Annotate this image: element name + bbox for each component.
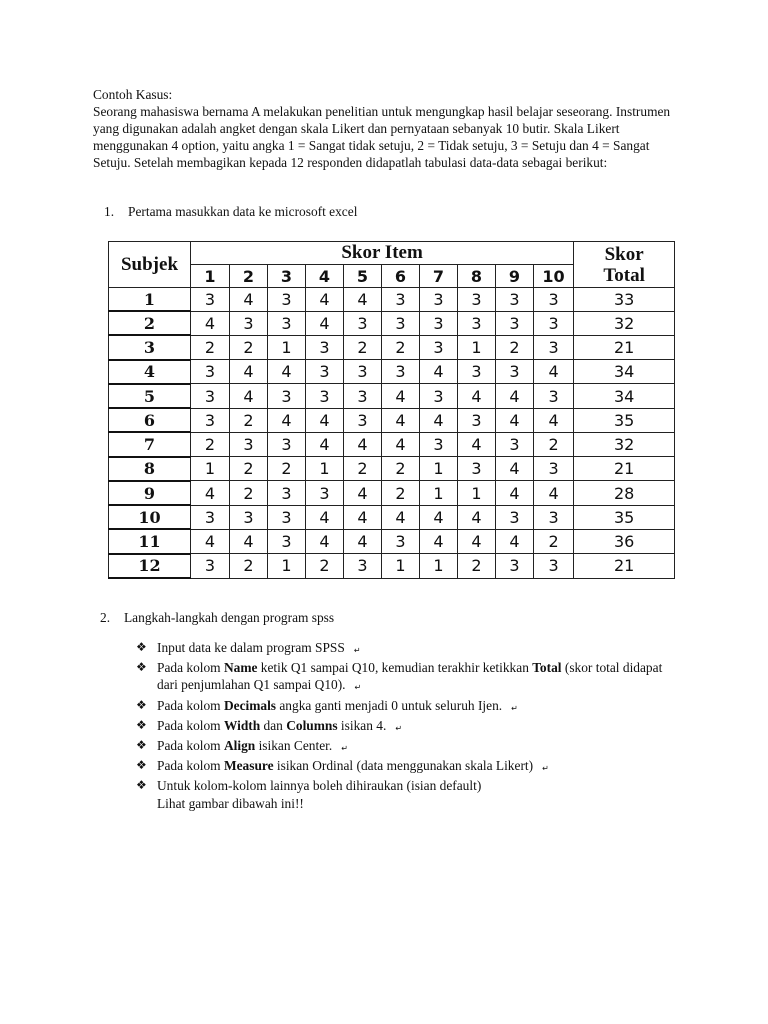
diamond-bullet-icon: ❖ — [136, 697, 147, 712]
subject-cell: 2 — [109, 311, 191, 335]
total-cell: 34 — [574, 384, 675, 408]
score-cell: 3 — [420, 311, 458, 335]
total-cell: 28 — [574, 481, 675, 505]
score-cell: 3 — [496, 505, 534, 529]
score-cell: 3 — [268, 311, 306, 335]
subject-cell: 6 — [109, 408, 191, 432]
instruction-text: Pada kolom — [157, 717, 224, 733]
diamond-bullet-icon: ❖ — [136, 738, 147, 753]
score-cell: 4 — [458, 384, 496, 408]
score-cell: 4 — [306, 505, 344, 529]
score-cell: 3 — [534, 554, 574, 578]
score-cell: 4 — [306, 311, 344, 335]
score-cell: 3 — [306, 481, 344, 505]
instruction-text: isikan Center. — [255, 738, 333, 754]
score-cell: 2 — [230, 457, 268, 481]
item-number-header: 10 — [534, 265, 574, 288]
score-cell: 2 — [230, 408, 268, 432]
score-cell: 3 — [306, 384, 344, 408]
table-row — [109, 554, 675, 578]
instruction-text: Input data ke dalam program SPSS — [157, 640, 345, 655]
score-cell: 3 — [344, 554, 382, 578]
diamond-bullet-icon: ❖ — [136, 717, 147, 732]
subject-header: Subjek — [109, 242, 191, 288]
score-cell: 3 — [534, 288, 574, 312]
table-row — [109, 335, 675, 359]
score-cell: 4 — [534, 360, 574, 384]
score-cell: 2 — [382, 335, 420, 359]
item-number-header: 5 — [344, 265, 382, 288]
score-cell: 3 — [496, 432, 534, 456]
instruction-item — [136, 717, 676, 737]
score-cell: 3 — [458, 288, 496, 312]
score-cell: 2 — [230, 481, 268, 505]
score-cell: 4 — [420, 505, 458, 529]
total-cell: 35 — [574, 408, 675, 432]
table-row — [109, 408, 675, 432]
score-cell: 4 — [191, 529, 230, 553]
instruction-text: (skor total didapat dari penjumlahan Q1 sampai Q10). — [157, 660, 663, 693]
instruction-item — [136, 757, 676, 777]
item-score-header: Skor Item — [191, 242, 574, 265]
instruction-text: ketik Q1 sampai Q10, kemudian terakhir ketikkan — [257, 660, 533, 676]
score-cell: 4 — [496, 481, 534, 505]
score-cell: 3 — [306, 360, 344, 384]
score-cell: 2 — [382, 457, 420, 481]
score-cell: 3 — [496, 554, 534, 578]
score-cell: 3 — [534, 457, 574, 481]
score-cell: 3 — [496, 288, 534, 312]
score-cell: 3 — [230, 311, 268, 335]
score-cell: 3 — [458, 360, 496, 384]
score-cell: 1 — [458, 481, 496, 505]
score-cell: 4 — [344, 432, 382, 456]
score-cell: 4 — [306, 288, 344, 312]
subject-cell: 4 — [109, 360, 191, 384]
instruction-text: Pada kolom — [157, 738, 224, 754]
total-cell: 21 — [574, 335, 675, 359]
item-number-header: 7 — [420, 265, 458, 288]
subject-cell: 7 — [109, 432, 191, 456]
table-row — [109, 529, 675, 553]
instruction-text: isikan 4. — [337, 717, 387, 733]
score-cell: 4 — [420, 408, 458, 432]
score-cell: 4 — [458, 505, 496, 529]
instruction-text: dan — [260, 717, 287, 733]
score-cell: 3 — [458, 408, 496, 432]
instruction-item — [136, 639, 676, 659]
score-cell: 4 — [382, 432, 420, 456]
total-header-line-1: Skor — [604, 243, 644, 265]
score-cell: 2 — [382, 481, 420, 505]
score-cell: 3 — [382, 288, 420, 312]
score-cell: 2 — [344, 457, 382, 481]
step-1-number: 1. — [104, 204, 115, 219]
score-cell: 4 — [230, 288, 268, 312]
diamond-bullet-icon: ❖ — [136, 640, 147, 654]
enter-key-icon: ↵ — [395, 723, 403, 733]
subject-cell: 3 — [109, 335, 191, 359]
score-cell: 3 — [268, 384, 306, 408]
table-row — [109, 311, 675, 335]
table-row — [109, 360, 675, 384]
table-body — [109, 288, 675, 579]
step-1-text: Pertama masukkan data ke microsoft excel — [128, 204, 358, 219]
item-number-header: 6 — [382, 265, 420, 288]
score-cell: 4 — [230, 360, 268, 384]
score-cell: 3 — [230, 505, 268, 529]
score-cell: 4 — [306, 432, 344, 456]
score-cell: 2 — [496, 335, 534, 359]
score-cell: 3 — [344, 311, 382, 335]
item-number-header: 1 — [191, 265, 230, 288]
score-cell: 3 — [344, 384, 382, 408]
intro-paragraph: Seorang mahasiswa bernama A melakukan penelitian untuk mengungkap hasil belajar seseorang. Instrumen yang digunakan adalah angket dengan skala Likert dan pernyataan sebanyak 10 butir. Skala Likert menggunakan 4 option, yaitu angka 1 = Sangat tidak setuju, 2 = Tidak setuju, 3 = Setuju dan 4 = Sangat Setuju. Setelah membagikan kepada 12 responden didapatlah tabulasi data-data sebagai berikut: — [93, 104, 671, 170]
score-cell: 3 — [191, 505, 230, 529]
total-cell: 34 — [574, 360, 675, 384]
instruction-item — [136, 659, 676, 696]
score-cell: 3 — [268, 529, 306, 553]
score-cell: 4 — [496, 457, 534, 481]
step-2-text: Langkah-langkah dengan program spss — [124, 610, 335, 625]
total-cell: 33 — [574, 288, 675, 312]
score-cell: 4 — [420, 360, 458, 384]
score-cell: 2 — [458, 554, 496, 578]
bold-term: Name — [223, 660, 258, 676]
score-cell: 4 — [268, 360, 306, 384]
instruction-item — [136, 697, 676, 717]
score-cell: 4 — [382, 408, 420, 432]
total-cell: 36 — [574, 529, 675, 553]
score-cell: 3 — [534, 384, 574, 408]
score-cell: 3 — [306, 335, 344, 359]
instruction-text: isikan Ordinal (data menggunakan skala Likert) — [273, 758, 534, 774]
score-cell: 3 — [191, 554, 230, 578]
score-cell: 4 — [191, 481, 230, 505]
bold-term: Decimals — [223, 697, 277, 713]
bold-term: Align — [223, 738, 256, 754]
score-cell: 3 — [534, 311, 574, 335]
instruction-item — [136, 737, 676, 757]
enter-key-icon: ↵ — [354, 683, 362, 693]
instruction-text: angka ganti menjadi 0 untuk seluruh Ijen. — [276, 697, 503, 713]
score-cell: 3 — [230, 432, 268, 456]
bold-term: Measure — [223, 758, 274, 774]
score-cell: 3 — [191, 288, 230, 312]
table-row — [109, 432, 675, 456]
diamond-bullet-icon: ❖ — [136, 758, 147, 773]
score-cell: 1 — [420, 554, 458, 578]
item-number-header: 8 — [458, 265, 496, 288]
score-cell: 3 — [268, 288, 306, 312]
intro-heading: Contoh Kasus: — [93, 87, 173, 102]
score-cell: 1 — [191, 457, 230, 481]
subject-cell: 11 — [109, 529, 191, 553]
instruction-text: Pada kolom — [157, 697, 224, 713]
step-2-number: 2. — [100, 610, 111, 625]
score-table — [108, 241, 675, 579]
score-cell: 3 — [420, 432, 458, 456]
subject-cell: 10 — [109, 505, 191, 529]
score-cell: 4 — [268, 408, 306, 432]
total-header — [574, 242, 675, 288]
total-cell: 32 — [574, 311, 675, 335]
instruction-text: Pada kolom — [157, 660, 224, 676]
score-cell: 3 — [458, 311, 496, 335]
score-cell: 4 — [191, 311, 230, 335]
intro-block — [93, 86, 673, 171]
subject-cell: 5 — [109, 384, 191, 408]
enter-key-icon: ↵ — [542, 764, 549, 774]
score-cell: 4 — [344, 288, 382, 312]
score-cell: 4 — [306, 529, 344, 553]
score-cell: 4 — [458, 529, 496, 553]
enter-key-icon: ↵ — [341, 744, 348, 754]
score-cell: 3 — [382, 360, 420, 384]
score-cell: 4 — [534, 481, 574, 505]
score-cell: 3 — [344, 408, 382, 432]
score-cell: 4 — [306, 408, 344, 432]
score-cell: 1 — [306, 457, 344, 481]
score-cell: 2 — [306, 554, 344, 578]
score-cell: 4 — [496, 529, 534, 553]
score-cell: 4 — [496, 384, 534, 408]
score-cell: 3 — [420, 335, 458, 359]
bold-term: Columns — [286, 717, 338, 733]
step-1-heading — [104, 204, 357, 220]
subject-cell: 9 — [109, 481, 191, 505]
table-row — [109, 457, 675, 481]
total-header-line-2: Total — [603, 264, 645, 286]
note-text: Lihat gambar dibawah ini!! — [157, 795, 304, 811]
subject-cell: 1 — [109, 288, 191, 312]
instruction-item — [136, 777, 676, 794]
bold-term: Total — [532, 660, 562, 676]
subject-cell: 12 — [109, 554, 191, 578]
instruction-list — [136, 639, 676, 812]
score-cell: 2 — [534, 432, 574, 456]
score-cell: 2 — [344, 335, 382, 359]
score-cell: 4 — [382, 505, 420, 529]
score-cell: 1 — [268, 335, 306, 359]
score-cell: 2 — [230, 335, 268, 359]
score-cell: 3 — [534, 335, 574, 359]
total-cell: 21 — [574, 554, 675, 578]
score-cell: 2 — [191, 432, 230, 456]
score-cell: 3 — [344, 360, 382, 384]
table-row — [109, 505, 675, 529]
score-cell: 1 — [382, 554, 420, 578]
score-cell: 4 — [230, 384, 268, 408]
score-cell: 1 — [268, 554, 306, 578]
enter-key-icon: ↵ — [511, 703, 518, 713]
score-cell: 4 — [534, 408, 574, 432]
score-cell: 1 — [458, 335, 496, 359]
instruction-text: Untuk kolom-kolom lainnya boleh dihiraukan (isian default) — [157, 778, 482, 794]
score-cell: 4 — [420, 529, 458, 553]
item-number-header: 4 — [306, 265, 344, 288]
total-cell: 35 — [574, 505, 675, 529]
score-cell: 3 — [191, 384, 230, 408]
score-cell: 4 — [496, 408, 534, 432]
score-cell: 4 — [344, 481, 382, 505]
score-cell: 4 — [344, 529, 382, 553]
table-row — [109, 384, 675, 408]
table-row — [109, 481, 675, 505]
table-row — [109, 288, 675, 312]
score-cell: 2 — [230, 554, 268, 578]
diamond-bullet-icon: ❖ — [136, 778, 147, 793]
score-cell: 3 — [382, 529, 420, 553]
score-cell: 3 — [420, 288, 458, 312]
step-2-heading — [100, 610, 334, 626]
score-cell: 1 — [420, 481, 458, 505]
score-cell: 3 — [268, 505, 306, 529]
score-cell: 2 — [191, 335, 230, 359]
item-number-header: 3 — [268, 265, 306, 288]
enter-key-icon: ↵ — [353, 646, 361, 655]
score-cell: 3 — [382, 311, 420, 335]
subject-cell: 8 — [109, 457, 191, 481]
score-cell: 1 — [420, 457, 458, 481]
total-cell: 32 — [574, 432, 675, 456]
bold-term: Width — [223, 717, 261, 733]
score-cell: 2 — [534, 529, 574, 553]
score-cell: 3 — [268, 481, 306, 505]
score-cell: 4 — [382, 384, 420, 408]
score-cell: 3 — [268, 432, 306, 456]
score-cell: 4 — [230, 529, 268, 553]
score-cell: 3 — [496, 360, 534, 384]
score-cell: 4 — [458, 432, 496, 456]
score-cell: 3 — [458, 457, 496, 481]
instruction-text: Pada kolom — [157, 758, 224, 774]
score-cell: 3 — [496, 311, 534, 335]
item-number-header: 2 — [230, 265, 268, 288]
score-cell: 3 — [191, 360, 230, 384]
diamond-bullet-icon: ❖ — [136, 660, 147, 675]
score-cell: 2 — [268, 457, 306, 481]
score-cell: 3 — [191, 408, 230, 432]
item-number-header: 9 — [496, 265, 534, 288]
score-cell: 3 — [534, 505, 574, 529]
total-cell: 21 — [574, 457, 675, 481]
score-cell: 4 — [344, 505, 382, 529]
score-cell: 3 — [420, 384, 458, 408]
